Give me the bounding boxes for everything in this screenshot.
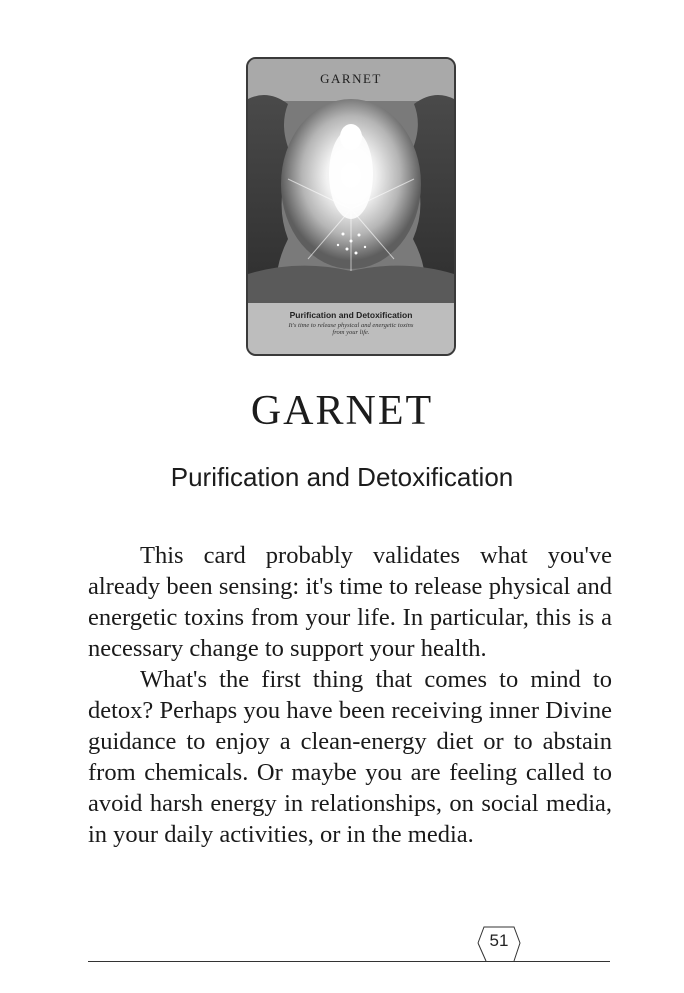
- card-caption-title: Purification and Detoxification: [289, 310, 413, 320]
- body-text: [88, 540, 612, 850]
- card-title: GARNET: [320, 71, 382, 86]
- oracle-card: [246, 57, 456, 356]
- card-caption: [256, 311, 446, 337]
- paragraph: This card probably validates what you've already been sensing: it's time to release physical and energetic toxins from your life. In particular, this is a necessary change to support your health.: [88, 542, 612, 662]
- footer-rule: [88, 961, 610, 962]
- page-number: 51: [489, 931, 509, 950]
- page-number-tab: [470, 923, 528, 963]
- page-title: GARNET: [250, 388, 434, 434]
- paragraph: What's the first thing that comes to mind to detox? Perhaps you have been receiving inner Divine guidance to enjoy a clean-energy diet or to abstain from chemicals. Or maybe you are feeling called to avoid harsh energy in relationships, on social media, in your daily activities, or in the media.: [88, 666, 612, 848]
- card-caption-body: It's time to release physical and energetic toxins from your life.: [288, 322, 414, 337]
- page-subtitle: Purification and Detoxification: [170, 462, 514, 492]
